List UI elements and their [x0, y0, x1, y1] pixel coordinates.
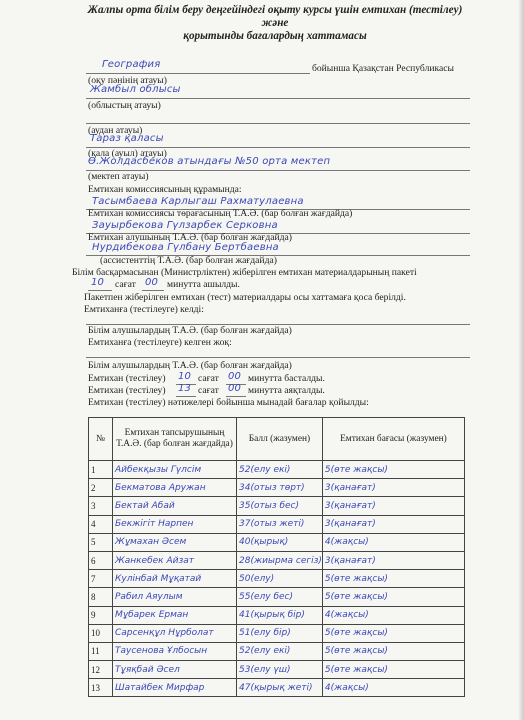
grade-cell: 4(жақсы): [322, 679, 464, 697]
student-name: Тұяқбай Әсел: [113, 661, 237, 679]
table-row: [89, 479, 465, 497]
subject-label: (оқу пәнінің атауы): [88, 75, 167, 86]
start-text-1: Емтихан (тестілеу): [88, 373, 166, 384]
end-text-2: сағат: [198, 385, 219, 396]
absent-line: [86, 357, 470, 358]
student-name: Бектай Абай: [113, 497, 237, 515]
page-edge-shadow: [518, 0, 524, 720]
row-number: 6: [89, 551, 113, 569]
student-name: Бекматова Аружан: [113, 479, 237, 497]
grade-cell: 3(қанағат): [322, 551, 464, 569]
row-number: 1: [89, 461, 113, 479]
student-name: Айбекқызы Гүлсім: [113, 461, 237, 479]
table-row: [89, 606, 465, 624]
packet-hour: 10: [91, 277, 105, 288]
grade-cell: 3(қанағат): [322, 497, 464, 515]
subject-line: [86, 73, 310, 74]
city-value: Тараз қаласы: [90, 133, 164, 144]
end-text-3: минутта аяқталды.: [248, 385, 325, 396]
end-text-1: Емтихан (тестілеу): [88, 385, 166, 396]
grade-cell: 3(қанағат): [322, 515, 464, 533]
table-row: [89, 497, 465, 515]
table-row: [89, 570, 465, 588]
grade-cell: 3(қанағат): [322, 479, 464, 497]
region-line: [86, 98, 470, 99]
table-row: [89, 515, 465, 533]
score-cell: 50(елу): [237, 570, 323, 588]
grade-cell: 5(өте жақсы): [322, 661, 464, 679]
row-number: 3: [89, 497, 113, 515]
table-row: [89, 679, 465, 697]
start-hour: 10: [178, 371, 192, 382]
packet-text-2: сағат: [115, 279, 136, 290]
school-label: (мектеп атауы): [88, 171, 149, 182]
grade-cell: 5(өте жақсы): [322, 624, 464, 642]
score-cell: 28(жиырма сегіз): [237, 551, 323, 569]
grade-cell: 5(өте жақсы): [322, 588, 464, 606]
packet-text-3: минутта ашылды.: [167, 279, 240, 290]
grade-cell: 5(өте жақсы): [322, 570, 464, 588]
assistant-value: Нурдибекова Гүлбану Бертбаевна: [92, 242, 279, 253]
row-number: 12: [89, 661, 113, 679]
header-num: №: [89, 418, 113, 461]
subject-suffix: бойынша Қазақстан Республикасы: [312, 63, 454, 74]
region-value: Жамбыл облысы: [90, 84, 181, 95]
learners-label-2: Білім алушылардың Т.А.Ә. (бар болған жағдайда): [88, 360, 292, 371]
assistant-label: (ассистенттің Т.А.Ә. (бар болған жағдайда): [100, 255, 277, 266]
grade-cell: 5(өте жақсы): [322, 642, 464, 660]
score-cell: 51(елу бір): [237, 624, 323, 642]
absent-label: Емтиханға (тестілеуге) келген жоқ:: [88, 337, 232, 348]
table-header-row: [89, 418, 465, 461]
examiner-value: Зауырбекова Гүлзарбек Серковна: [92, 220, 278, 231]
score-cell: 47(қырық жеті): [237, 679, 323, 697]
table-row: [89, 661, 465, 679]
end-min: 00: [228, 383, 242, 394]
packet-text-1: Білім басқармасынан (Министрліктен) жіберілген емтихан материалдарының пакеті: [72, 267, 417, 278]
row-number: 10: [89, 624, 113, 642]
score-cell: 37(отыз жеті): [237, 515, 323, 533]
district-line: [86, 123, 470, 124]
district-label: (аудан атауы): [88, 125, 143, 136]
arrived-label: Емтиханға (тестілеуге) келді:: [84, 304, 204, 315]
chair-label: Емтихан комиссиясы төрағасының Т.А.Ә. (бар болған жағдайда): [88, 208, 353, 219]
student-name: Жұмахан Әсем: [113, 533, 237, 551]
subject-value: География: [102, 59, 161, 70]
score-cell: 34(отыз төрт): [237, 479, 323, 497]
student-name: Кулінбай Мұқатай: [113, 570, 237, 588]
grade-cell: 5(өте жақсы): [322, 461, 464, 479]
student-name: Таусенова Ұлбосын: [113, 642, 237, 660]
city-label: (қала (ауыл) атауы): [88, 148, 167, 159]
score-cell: 52(елу екі): [237, 642, 323, 660]
student-name: Жанкебек Айзат: [113, 551, 237, 569]
score-cell: 52(елу екі): [237, 461, 323, 479]
learners-label-1: Білім алушылардың Т.А.Ә. (бар болған жағдайда): [88, 325, 292, 336]
title-line-2: қорытынды бағалардың хаттамасы: [183, 30, 367, 42]
grade-cell: 4(жақсы): [322, 533, 464, 551]
title-line-1: Жалпы орта білім беру деңгейіндегі оқыту курсы үшін емтихан (тестілеу) және: [87, 4, 463, 29]
results-table: [88, 417, 465, 697]
chair-value: Тасымбаева Карлыгаш Рахматулаевна: [92, 196, 304, 207]
header-name: Емтихан тапсырушының Т.А.Ә. (бар болған жағдайда): [113, 418, 237, 461]
row-number: 4: [89, 515, 113, 533]
end-hour: 13: [178, 383, 192, 394]
commission-label: Емтихан комиссиясының құрамында:: [88, 184, 242, 195]
row-number: 13: [89, 679, 113, 697]
score-cell: 53(елу үш): [237, 661, 323, 679]
start-text-3: минутта басталды.: [248, 373, 325, 384]
student-name: Мұбарек Ерман: [113, 606, 237, 624]
results-body: [89, 461, 465, 697]
packet-text-4: Пакетпен жіберілген емтихан (тест) материалдары осы хаттамаға қоса берілді.: [84, 292, 406, 303]
score-cell: 40(қырық): [237, 533, 323, 551]
table-row: [89, 551, 465, 569]
packet-min-line: [142, 290, 164, 291]
examiner-label: Емтихан алушының Т.А.Ә. (бар болған жағдайда): [88, 232, 292, 243]
table-row: [89, 461, 465, 479]
header-score: Балл (жазумен): [237, 418, 323, 461]
table-row: [89, 588, 465, 606]
results-label: Емтихан (тестілеу) нәтижелері бойынша мынадай бағалар қойылды:: [88, 397, 369, 408]
document-title: [80, 4, 470, 43]
school-value: Ө.Жолдасбеков атындағы №50 орта мектеп: [88, 156, 331, 167]
row-number: 8: [89, 588, 113, 606]
packet-hour-line: [88, 290, 112, 291]
score-cell: 41(қырық бір): [237, 606, 323, 624]
row-number: 11: [89, 642, 113, 660]
start-text-2: сағат: [198, 373, 219, 384]
row-number: 2: [89, 479, 113, 497]
grade-cell: 4(жақсы): [322, 606, 464, 624]
table-row: [89, 533, 465, 551]
packet-min: 00: [145, 277, 159, 288]
table-row: [89, 624, 465, 642]
row-number: 5: [89, 533, 113, 551]
student-name: Бекжігіт Нарпен: [113, 515, 237, 533]
region-label: (облыстың атауы): [88, 100, 161, 111]
start-min: 00: [228, 371, 242, 382]
table-row: [89, 642, 465, 660]
row-number: 7: [89, 570, 113, 588]
score-cell: 55(елу бес): [237, 588, 323, 606]
student-name: Сарсенқұл Нұрболат: [113, 624, 237, 642]
student-name: Шатайбек Мирфар: [113, 679, 237, 697]
student-name: Рабил Аяулым: [113, 588, 237, 606]
score-cell: 35(отыз бес): [237, 497, 323, 515]
row-number: 9: [89, 606, 113, 624]
header-grade: Емтихан бағасы (жазумен): [322, 418, 464, 461]
